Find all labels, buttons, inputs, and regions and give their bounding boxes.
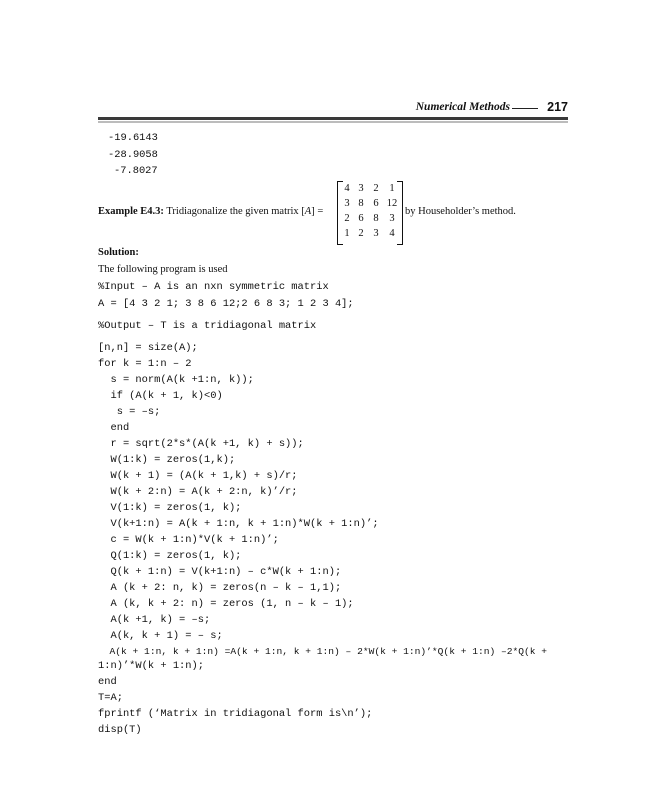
code-line: %Output – T is a tridiagonal matrix bbox=[98, 320, 317, 332]
running-header bbox=[98, 100, 568, 118]
matrix-cell: 4 bbox=[344, 183, 350, 194]
matrix-cell: 2 bbox=[373, 183, 379, 194]
matrix-cell: 2 bbox=[358, 228, 364, 239]
code-line: V(k+1:n) = A(k + 1:n, k + 1:n)*W(k + 1:n)’; bbox=[98, 518, 379, 530]
code-line: 1:n)’*W(k + 1:n); bbox=[98, 660, 205, 672]
matrix-cell: 4 bbox=[389, 228, 395, 239]
example-text: Tridiagonalize the given matrix [ bbox=[166, 206, 305, 217]
code-line: A (k, k + 2: n) = zeros (1, n – k – 1); bbox=[98, 598, 354, 610]
matrix-cell: 1 bbox=[389, 183, 395, 194]
code-line: for k = 1:n – 2 bbox=[98, 358, 192, 370]
solution-intro: The following program is used bbox=[98, 264, 228, 275]
example-label: Example E4.3: bbox=[98, 206, 164, 217]
code-line: s = –s; bbox=[98, 406, 161, 418]
code-line: A (k + 2: n, k) = zeros(n – k – 1,1); bbox=[98, 582, 342, 594]
matrix-cell: 3 bbox=[358, 183, 364, 194]
output-value: -7.8027 bbox=[114, 165, 158, 177]
header-rule-shadow bbox=[98, 121, 568, 123]
header-title: Numerical Methods bbox=[415, 101, 510, 113]
code-line: A = [4 3 2 1; 3 8 6 12;2 6 8 3; 1 2 3 4]; bbox=[98, 298, 354, 310]
example-equals: ] = bbox=[311, 206, 324, 217]
code-line: s = norm(A(k +1:n, k)); bbox=[98, 374, 254, 386]
code-line: disp(T) bbox=[98, 724, 142, 736]
code-line: [n,n] = size(A); bbox=[98, 342, 198, 354]
solution-heading: Solution: bbox=[98, 247, 139, 258]
code-line: end bbox=[98, 676, 117, 688]
matrix-cell: 2 bbox=[344, 213, 350, 224]
matrix-cell: 12 bbox=[386, 198, 398, 209]
matrix-cell: 8 bbox=[373, 213, 379, 224]
code-line: W(k + 1) = (A(k + 1,k) + s)/r; bbox=[98, 470, 298, 482]
code-line: fprintf (‘Matrix in tridiagonal form is\n’); bbox=[98, 708, 373, 720]
matrix-cell: 1 bbox=[344, 228, 350, 239]
matrix-a bbox=[337, 181, 403, 243]
code-line: W(k + 2:n) = A(k + 2:n, k)’/r; bbox=[98, 486, 298, 498]
header-dash bbox=[512, 108, 538, 109]
code-line: A(k, k + 1) = – s; bbox=[98, 630, 223, 642]
code-line: end bbox=[98, 422, 130, 434]
matrix-name: A bbox=[304, 206, 312, 217]
code-line: c = W(k + 1:n)*V(k + 1:n)’; bbox=[98, 534, 279, 546]
code-line: V(1:k) = zeros(1, k); bbox=[98, 502, 242, 514]
code-line: Q(1:k) = zeros(1, k); bbox=[98, 550, 242, 562]
matrix-cell: 3 bbox=[373, 228, 379, 239]
header-rule bbox=[98, 117, 568, 120]
code-line: A(k +1, k) = –s; bbox=[98, 614, 211, 626]
code-line: %Input – A is an nxn symmetric matrix bbox=[98, 281, 329, 293]
example-statement bbox=[98, 206, 323, 217]
matrix-cell: 3 bbox=[344, 198, 350, 209]
matrix-cell: 6 bbox=[358, 213, 364, 224]
matrix-cell: 6 bbox=[373, 198, 379, 209]
code-line: r = sqrt(2*s*(A(k +1, k) + s)); bbox=[98, 438, 304, 450]
page-number: 217 bbox=[547, 100, 568, 114]
code-line: if (A(k + 1, k)<0) bbox=[98, 390, 223, 402]
output-value: -28.9058 bbox=[108, 149, 158, 161]
code-line: A(k + 1:n, k + 1:n) =A(k + 1:n, k + 1:n) – 2*W(k + 1:n)’*Q(k + 1:n) –2*Q(k + bbox=[98, 646, 548, 657]
code-line: Q(k + 1:n) = V(k+1:n) – c*W(k + 1:n); bbox=[98, 566, 342, 578]
matrix-cell: 3 bbox=[389, 213, 395, 224]
code-line: W(1:k) = zeros(1,k); bbox=[98, 454, 236, 466]
code-line: T=A; bbox=[98, 692, 123, 704]
output-value: -19.6143 bbox=[108, 132, 158, 144]
example-statement-end: by Householder’s method. bbox=[405, 206, 516, 217]
matrix-cell: 8 bbox=[358, 198, 364, 209]
